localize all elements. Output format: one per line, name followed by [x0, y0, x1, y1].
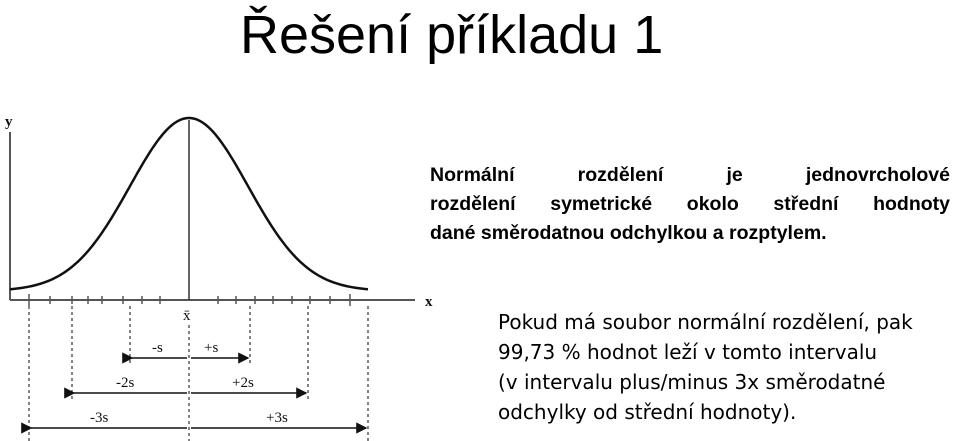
mean-label: x̄	[183, 308, 191, 324]
interval-guides	[29, 306, 368, 441]
label-plus-1s: +s	[204, 340, 219, 356]
y-axis-label: y	[5, 114, 13, 130]
interval-arrows	[31, 358, 366, 428]
label-minus-3s: -3s	[90, 410, 109, 426]
definition-line: rozdělení symetrické okolo střední hodnoty	[430, 193, 950, 215]
label-plus-2s: +2s	[232, 375, 254, 391]
definition-paragraph	[430, 161, 950, 248]
x-axis-label: x	[425, 294, 433, 310]
definition-line: Normální rozdělení je jednovrcholové	[430, 164, 950, 186]
label-plus-3s: +3s	[266, 410, 288, 426]
explanation-paragraph	[498, 307, 958, 427]
label-minus-1s: -s	[152, 340, 163, 356]
explanation-line: 99,73 % hodnot leží v tomto intervalu	[498, 340, 878, 364]
explanation-line: odchylky od střední hodnoty).	[498, 400, 797, 424]
slide-title: Řešení příkladu 1	[240, 5, 664, 65]
normal-distribution-figure	[0, 110, 440, 441]
explanation-line: Pokud má soubor normální rozdělení, pak	[498, 310, 913, 334]
definition-line: dané směrodatnou odchylkou a rozptylem.	[430, 222, 827, 244]
explanation-line: (v intervalu plus/minus 3x směrodatné	[498, 370, 886, 394]
label-minus-2s: -2s	[116, 375, 135, 391]
